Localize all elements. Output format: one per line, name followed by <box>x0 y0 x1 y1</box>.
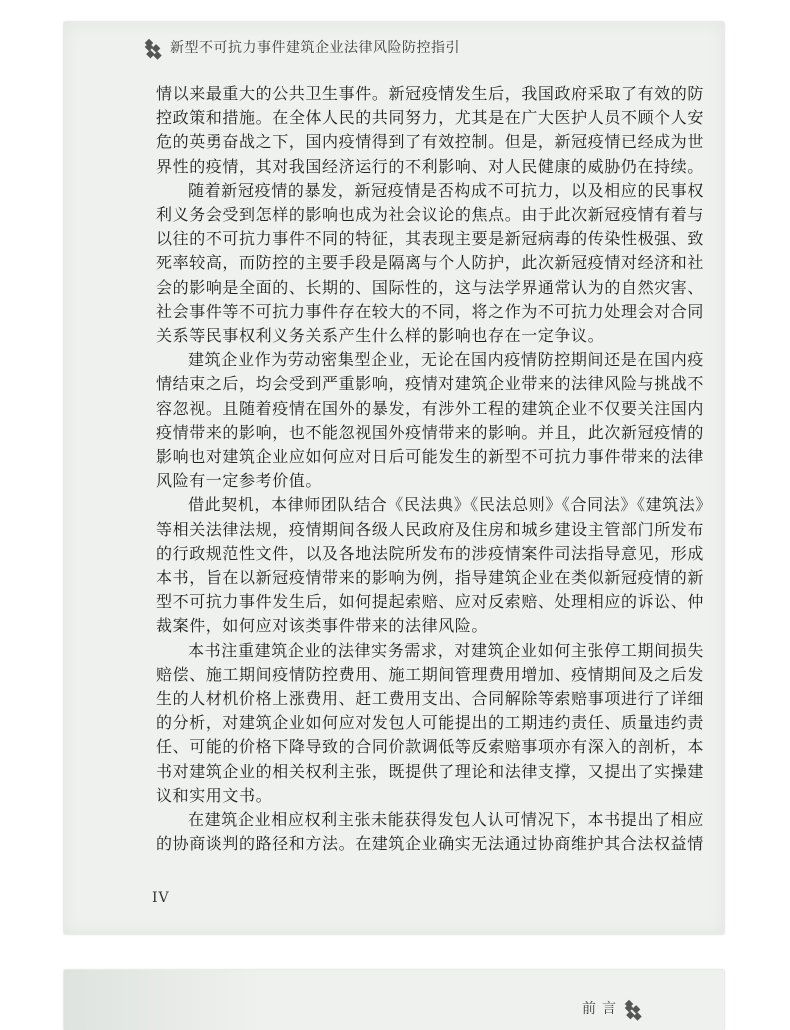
paragraph: 本书注重建筑企业的法律实务需求，对建筑企业如何主张停工期间损失赔偿、施工期间疫情防控费用、施工期间管理费用增加、疫情期间及之后发生的人材机价格上涨费用、赶工费用支出、合同解除等索赔事项进行了详细的分析，对建筑企业如何应对发包人可能提出的工期违约责任、质量违约责任、可能的价格下降导致的合同价款调低等反索赔事项亦有深入的剖析，本书对建筑企业的相关权利主张，既提供了理论和法律支撑，又提出了实操建议和实用文书。 <box>156 640 704 805</box>
paragraph: 借此契机，本律师团队结合《民法典》《民法总则》《合同法》《建筑法》等相关法律法规，疫情期间各级人民政府及住房和城乡建设主管部门所发布的行政规范性文件，以及各地法院所发布的涉疫情案件司法指导意见，形成本书，旨在以新冠疫情带来的影响为例，指导建筑企业在类似新冠疫情的新型不可抗力事件发生后，如何提起索赔、应对反索赔、处理相应的诉讼、仲裁案件，如何应对该类事件带来的法律风险。 <box>156 495 704 636</box>
paragraph: 情以来最重大的公共卫生事件。新冠疫情发生后，我国政府采取了有效的防控政策和措施。在全体人民的共同努力，尤其是在广大医护人员不顾个人安危的英勇奋战之下，国内疫情得到了有效控制。但是，新冠疫情已经成为世界性的疫情，其对我国经济运行的不利影响、对人民健康的威胁仍在持续。 <box>156 84 704 176</box>
paragraph: 随着新冠疫情的暴发，新冠疫情是否构成不可抗力，以及相应的民事权利义务会受到怎样的影响也成为社会议论的焦点。由于此次新冠疫情有着与以往的不可抗力事件不同的特征，其表现主要是新冠病毒的传染性极强、致死率较高，而防控的主要手段是隔离与个人防护，此次新冠疫情对经济和社会的影响是全面的、长期的、国际性的，这与法学界通常认为的自然灾害、社会事件等不可抗力事件存在较大的不同，将之作为不可抗力处理会对合同关系等民事权利义务关系产生什么样的影响也存在一定争议。 <box>156 180 704 346</box>
book-page <box>64 22 724 934</box>
paragraph: 建筑企业作为劳动密集型企业，无论在国内疫情防控期间还是在国内疫情结束之后，均会受到严重影响，疫情对建筑企业带来的法律风险与挑战不容忽视。且随着疫情在国外的暴发，有涉外工程的建筑企业不仅要关注国内疫情带来的影响，也不能忽视国外疫情带来的影响。并且，此次新冠疫情的影响也对建筑企业应如何应对日后可能发生的新型不可抗力事件带来的法律风险有一定参考价值。 <box>156 350 704 491</box>
next-book-page <box>64 970 724 1030</box>
next-running-head-title: 前言 <box>582 1001 622 1017</box>
running-head-title: 新型不可抗力事件建筑企业法律风险防控指引 <box>170 40 460 56</box>
paragraph: 在建筑企业相应权利主张未能获得发包人认可情况下，本书提出了相应的协商谈判的路径和方法。在建筑企业确实无法通过协商维护其合法权益情 <box>156 810 704 854</box>
diamond-ornament-icon <box>146 40 160 54</box>
running-head <box>146 36 646 58</box>
page-number: IV <box>152 890 170 906</box>
next-running-head <box>582 998 640 1018</box>
body-text <box>156 82 704 857</box>
